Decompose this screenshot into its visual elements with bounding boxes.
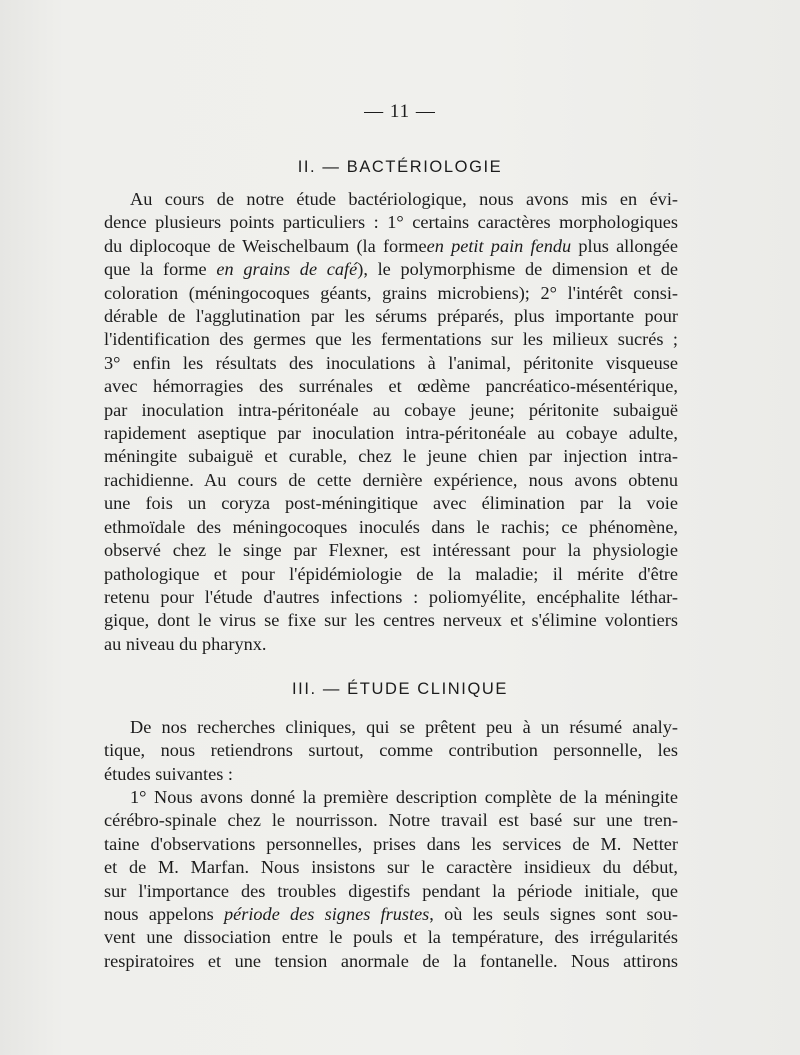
text-line: avec hémorragies des surrénales et œdème pancréatico-mésentérique, [104,376,678,397]
text-line: cérébro-spinale chez le nourrisson. Notre travail est basé sur une tren- [104,810,678,831]
paragraph-bacteriologie [104,188,678,656]
text-line: Au cours de notre étude bactériologique, nous avons mis en évi- [130,189,678,209]
text-line: sur l'importance des troubles digestifs pendant la période initiale, que [104,880,678,901]
text-line: études suivantes : [104,763,233,784]
italic-text: période des signes frustes [223,904,430,925]
text-line: observé chez le singe par Flexner, est intéressant pour la physiologie [104,540,678,561]
text-run: nous appelons [104,904,224,925]
text-line: gique, dont le virus se fixe sur les centres nerveux et s'élimine volontiers [104,610,678,631]
text-line: retenu pour l'étude d'autres infections : poliomyélite, encéphalite léthar- [104,586,678,607]
text-line: par inoculation intra-péritonéale au cobaye jeune; péritonite subaiguë [104,399,678,420]
page-number: — 11 — [364,101,436,122]
text-run: du diplocoque de Weischelbaum (la forme [104,235,427,256]
text-line: taine d'observations personnelles, prises dans les services de M. Netter [104,833,678,854]
text-line: dérable de l'agglutination par les sérums préparés, plus importante pour [104,306,678,327]
text-run: , où les seuls signes sont sou- [429,904,678,925]
text-line: pathologique et pour l'épidémiologie de la maladie; il mérite d'être [104,563,678,584]
section-heading-etude-clinique: III. — ÉTUDE CLINIQUE [291,680,509,698]
text-line: et de M. Marfan. Nous insistons sur le caractère insidieux du début, [104,857,678,878]
text-line [104,903,678,926]
text-line: 3° enfin les résultats des inoculations à l'animal, péritonite visqueuse [104,352,678,373]
text-line: une fois un coryza post-méningitique avec élimination par la voie [104,493,678,514]
paragraph-clinique-intro [104,716,678,786]
section-heading-bacteriologie: II. — BACTÉRIOLOGIE [297,158,503,176]
text-line [104,258,678,281]
paragraph-clinique-point-1 [104,786,678,973]
text-line: rapidement aseptique par inoculation intra-péritonéale au cobaye adulte, [104,423,678,444]
text-line: coloration (méningocoques géants, grains microbiens); 2° l'intérêt consi- [104,282,678,303]
text-run: plus allongée [571,235,678,256]
text-run: que la forme [104,259,217,280]
italic-text: en grains de café [216,259,358,280]
text-line: ethmoïdale des méningocoques inoculés dans le rachis; ce phénomène, [104,516,678,537]
text-run: ), le polymorphisme de dimension et de [357,259,679,280]
text-line: méningite subaiguë et curable, chez le jeune chien par injection intra- [104,446,678,467]
text-line: dence plusieurs points particuliers : 1° certains caractères morphologiques [104,212,678,233]
text-line: tique, nous retiendrons surtout, comme contribution personnelle, les [104,740,678,761]
text-line: l'identification des germes que les fermentations sur les milieux sucrés ; [104,329,678,350]
italic-text: en petit pain fendu [426,235,572,256]
text-line: 1° Nous avons donné la première description complète de la méningite [130,787,678,807]
text-line: rachidienne. Au cours de cette dernière expérience, nous avons obtenu [104,469,678,490]
text-line: De nos recherches cliniques, qui se prêtent peu à un résumé analy- [130,717,678,737]
text-line [104,235,678,258]
text-line: respiratoires et une tension anormale de la fontanelle. Nous attirons [104,950,678,971]
text-line: au niveau du pharynx. [104,633,267,654]
text-line: vent une dissociation entre le pouls et la température, des irrégularités [104,927,678,948]
